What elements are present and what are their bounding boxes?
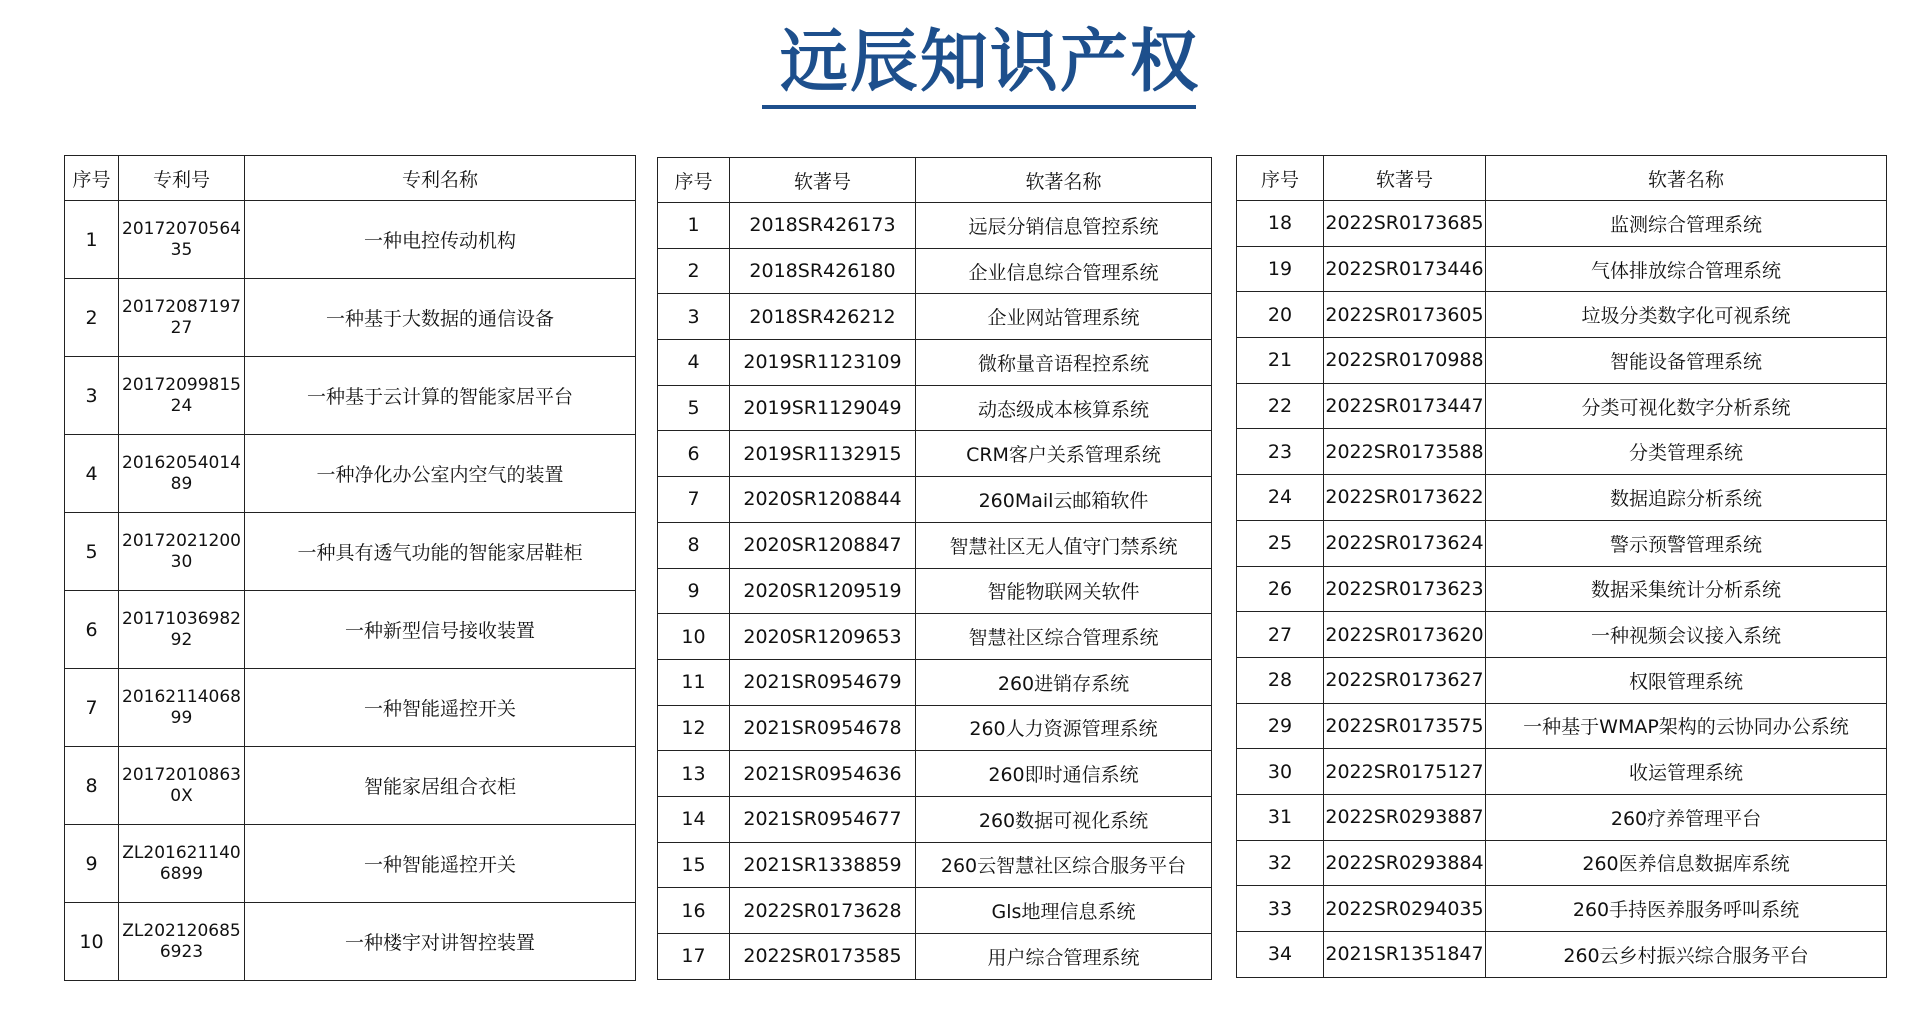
cell-index: 32 — [1237, 840, 1324, 886]
cell-index: 1 — [658, 203, 730, 249]
column-header-index: 序号 — [1237, 156, 1324, 201]
table-row — [65, 435, 636, 513]
column-header-software-name: 软著名称 — [1486, 156, 1887, 201]
cell-number: 2021SR1338859 — [730, 842, 916, 888]
cell-index: 8 — [65, 747, 119, 825]
cell-name: 260医养信息数据库系统 — [1486, 840, 1887, 886]
cell-name: 分类可视化数字分析系统 — [1486, 383, 1887, 429]
cell-index: 3 — [658, 294, 730, 340]
patent-table — [64, 155, 636, 981]
table-row — [1237, 292, 1887, 338]
cell-name: 气体排放综合管理系统 — [1486, 246, 1887, 292]
cell-number: 2017208719727 — [119, 279, 245, 357]
cell-number: 2022SR0173588 — [1324, 429, 1486, 475]
table-row — [658, 385, 1212, 431]
cell-name: 智慧社区综合管理系统 — [916, 614, 1212, 660]
cell-name: 260即时通信系统 — [916, 751, 1212, 797]
cell-name: 一种具有透气功能的智能家居鞋柜 — [245, 513, 636, 591]
cell-name: 警示预警管理系统 — [1486, 520, 1887, 566]
cell-number: 2017209981524 — [119, 357, 245, 435]
cell-name: 一种基于大数据的通信设备 — [245, 279, 636, 357]
cell-name: 权限管理系统 — [1486, 657, 1887, 703]
table-row — [658, 294, 1212, 340]
cell-index: 20 — [1237, 292, 1324, 338]
cell-index: 15 — [658, 842, 730, 888]
cell-number: 2016211406899 — [119, 669, 245, 747]
cell-index: 8 — [658, 522, 730, 568]
cell-number: 2021SR0954677 — [730, 796, 916, 842]
table-row — [658, 431, 1212, 477]
table-row — [658, 751, 1212, 797]
title-underline — [762, 105, 1196, 109]
table-row — [658, 614, 1212, 660]
software-copyright-table-1 — [657, 157, 1212, 980]
table-row — [1237, 840, 1887, 886]
cell-number: 2022SR0173575 — [1324, 703, 1486, 749]
table-row — [658, 888, 1212, 934]
cell-index: 13 — [658, 751, 730, 797]
cell-number: 2022SR0173622 — [1324, 475, 1486, 521]
cell-index: 34 — [1237, 932, 1324, 978]
cell-number: 2022SR0294035 — [1324, 886, 1486, 932]
cell-index: 25 — [1237, 520, 1324, 566]
cell-index: 14 — [658, 796, 730, 842]
column-header-software-number: 软著号 — [1324, 156, 1486, 201]
cell-number: 2021SR0954636 — [730, 751, 916, 797]
cell-name: 智慧社区无人值守门禁系统 — [916, 522, 1212, 568]
cell-number: 2022SR0173620 — [1324, 612, 1486, 658]
cell-number: 2019SR1132915 — [730, 431, 916, 477]
cell-number: 2022SR0173447 — [1324, 383, 1486, 429]
cell-name: 一种基于WMAP架构的云协同办公系统 — [1486, 703, 1887, 749]
cell-index: 21 — [1237, 338, 1324, 384]
cell-index: 4 — [65, 435, 119, 513]
cell-index: 2 — [658, 248, 730, 294]
table-row — [658, 522, 1212, 568]
cell-index: 10 — [65, 903, 119, 981]
cell-name: 260进销存系统 — [916, 659, 1212, 705]
cell-index: 5 — [658, 385, 730, 431]
cell-number: 2022SR0170988 — [1324, 338, 1486, 384]
cell-number: 2020SR1209653 — [730, 614, 916, 660]
cell-name: 智能家居组合衣柜 — [245, 747, 636, 825]
table-row — [65, 201, 636, 279]
cell-number: 2022SR0293884 — [1324, 840, 1486, 886]
cell-index: 3 — [65, 357, 119, 435]
table-row — [65, 747, 636, 825]
column-header-patent-number: 专利号 — [119, 156, 245, 201]
cell-number: 2022SR0173685 — [1324, 201, 1486, 247]
cell-number: 2020SR1209519 — [730, 568, 916, 614]
cell-index: 6 — [658, 431, 730, 477]
cell-number: 2022SR0173585 — [730, 934, 916, 980]
table-row — [65, 513, 636, 591]
cell-number: 2021SR1351847 — [1324, 932, 1486, 978]
cell-index: 19 — [1237, 246, 1324, 292]
cell-number: 2021SR0954679 — [730, 659, 916, 705]
table-row — [1237, 475, 1887, 521]
cell-number: 2022SR0173624 — [1324, 520, 1486, 566]
page-title: 远辰知识产权 — [779, 23, 1200, 102]
cell-index: 28 — [1237, 657, 1324, 703]
cell-number: 2022SR0173628 — [730, 888, 916, 934]
table-row — [1237, 520, 1887, 566]
cell-index: 30 — [1237, 749, 1324, 795]
table-row — [658, 248, 1212, 294]
cell-name: 垃圾分类数字化可视系统 — [1486, 292, 1887, 338]
cell-index: 16 — [658, 888, 730, 934]
table-header-row — [658, 158, 1212, 203]
table-row — [65, 591, 636, 669]
table-row — [1237, 657, 1887, 703]
table-row — [1237, 338, 1887, 384]
cell-index: 2 — [65, 279, 119, 357]
cell-number: 2018SR426173 — [730, 203, 916, 249]
cell-number: 2019SR1123109 — [730, 340, 916, 386]
cell-name: 远辰分销信息管控系统 — [916, 203, 1212, 249]
column-header-index: 序号 — [658, 158, 730, 203]
cell-index: 11 — [658, 659, 730, 705]
cell-name: 动态级成本核算系统 — [916, 385, 1212, 431]
cell-index: 27 — [1237, 612, 1324, 658]
cell-number: 2018SR426180 — [730, 248, 916, 294]
cell-name: 一种基于云计算的智能家居平台 — [245, 357, 636, 435]
cell-number: 2017207056435 — [119, 201, 245, 279]
cell-name: 一种电控传动机构 — [245, 201, 636, 279]
cell-number: 2022SR0175127 — [1324, 749, 1486, 795]
cell-number: 2022SR0173627 — [1324, 657, 1486, 703]
table-row — [658, 934, 1212, 980]
cell-number: 2020SR1208844 — [730, 477, 916, 523]
cell-number: ZL2021206856923 — [119, 903, 245, 981]
cell-name: 收运管理系统 — [1486, 749, 1887, 795]
cell-index: 7 — [65, 669, 119, 747]
cell-name: 监测综合管理系统 — [1486, 201, 1887, 247]
table-row — [658, 796, 1212, 842]
cell-name: 一种视频会议接入系统 — [1486, 612, 1887, 658]
cell-name: 智能设备管理系统 — [1486, 338, 1887, 384]
table-row — [658, 340, 1212, 386]
column-header-patent-name: 专利名称 — [245, 156, 636, 201]
table-header-row — [65, 156, 636, 201]
cell-number: 201720108630X — [119, 747, 245, 825]
table-row — [1237, 749, 1887, 795]
cell-name: 260手持医养服务呼叫系统 — [1486, 886, 1887, 932]
cell-index: 10 — [658, 614, 730, 660]
cell-index: 23 — [1237, 429, 1324, 475]
cell-name: 260云乡村振兴综合服务平台 — [1486, 932, 1887, 978]
column-header-software-number: 软著号 — [730, 158, 916, 203]
cell-name: 微称量音语程控系统 — [916, 340, 1212, 386]
table-row — [65, 279, 636, 357]
cell-number: 2016205401489 — [119, 435, 245, 513]
table-row — [1237, 886, 1887, 932]
cell-number: 2022SR0173605 — [1324, 292, 1486, 338]
cell-index: 9 — [65, 825, 119, 903]
cell-name: 260疗养管理平台 — [1486, 794, 1887, 840]
cell-index: 5 — [65, 513, 119, 591]
table-row — [658, 568, 1212, 614]
table-row — [1237, 566, 1887, 612]
cell-index: 9 — [658, 568, 730, 614]
cell-name: 企业信息综合管理系统 — [916, 248, 1212, 294]
cell-name: 260Mail云邮箱软件 — [916, 477, 1212, 523]
cell-name: 260数据可视化系统 — [916, 796, 1212, 842]
cell-name: 一种智能遥控开关 — [245, 825, 636, 903]
cell-number: 2017202120030 — [119, 513, 245, 591]
cell-name: Gls地理信息系统 — [916, 888, 1212, 934]
table-row — [658, 842, 1212, 888]
table-row — [1237, 429, 1887, 475]
cell-name: 一种新型信号接收装置 — [245, 591, 636, 669]
cell-name: 260云智慧社区综合服务平台 — [916, 842, 1212, 888]
table-row — [65, 669, 636, 747]
table-row — [1237, 794, 1887, 840]
table-row — [1237, 383, 1887, 429]
cell-index: 1 — [65, 201, 119, 279]
table-row — [1237, 932, 1887, 978]
table-row — [65, 825, 636, 903]
table-row — [1237, 201, 1887, 247]
cell-name: 一种智能遥控开关 — [245, 669, 636, 747]
cell-number: 2020SR1208847 — [730, 522, 916, 568]
cell-name: 260人力资源管理系统 — [916, 705, 1212, 751]
cell-index: 7 — [658, 477, 730, 523]
table-header-row — [1237, 156, 1887, 201]
cell-number: 2022SR0293887 — [1324, 794, 1486, 840]
cell-name: 企业网站管理系统 — [916, 294, 1212, 340]
table-row — [65, 903, 636, 981]
cell-number: 2021SR0954678 — [730, 705, 916, 751]
cell-index: 24 — [1237, 475, 1324, 521]
cell-index: 6 — [65, 591, 119, 669]
cell-number: ZL2016211406899 — [119, 825, 245, 903]
column-header-software-name: 软著名称 — [916, 158, 1212, 203]
table-row — [1237, 703, 1887, 749]
table-row — [658, 705, 1212, 751]
software-copyright-table-2 — [1236, 155, 1887, 978]
table-row — [65, 357, 636, 435]
cell-number: 2019SR1129049 — [730, 385, 916, 431]
cell-name: 数据追踪分析系统 — [1486, 475, 1887, 521]
cell-name: CRM客户关系管理系统 — [916, 431, 1212, 477]
table-row — [658, 203, 1212, 249]
table-row — [1237, 246, 1887, 292]
column-header-index: 序号 — [65, 156, 119, 201]
cell-index: 12 — [658, 705, 730, 751]
cell-index: 26 — [1237, 566, 1324, 612]
cell-name: 用户综合管理系统 — [916, 934, 1212, 980]
cell-number: 2022SR0173623 — [1324, 566, 1486, 612]
cell-index: 22 — [1237, 383, 1324, 429]
cell-index: 4 — [658, 340, 730, 386]
cell-number: 2018SR426212 — [730, 294, 916, 340]
cell-index: 33 — [1237, 886, 1324, 932]
cell-name: 一种净化办公室内空气的装置 — [245, 435, 636, 513]
cell-name: 一种楼宇对讲智控装置 — [245, 903, 636, 981]
cell-name: 智能物联网关软件 — [916, 568, 1212, 614]
table-row — [658, 659, 1212, 705]
cell-index: 29 — [1237, 703, 1324, 749]
table-row — [1237, 612, 1887, 658]
cell-index: 18 — [1237, 201, 1324, 247]
table-row — [658, 477, 1212, 523]
cell-name: 分类管理系统 — [1486, 429, 1887, 475]
cell-number: 2022SR0173446 — [1324, 246, 1486, 292]
cell-name: 数据采集统计分析系统 — [1486, 566, 1887, 612]
cell-index: 31 — [1237, 794, 1324, 840]
cell-index: 17 — [658, 934, 730, 980]
cell-number: 2017103698292 — [119, 591, 245, 669]
